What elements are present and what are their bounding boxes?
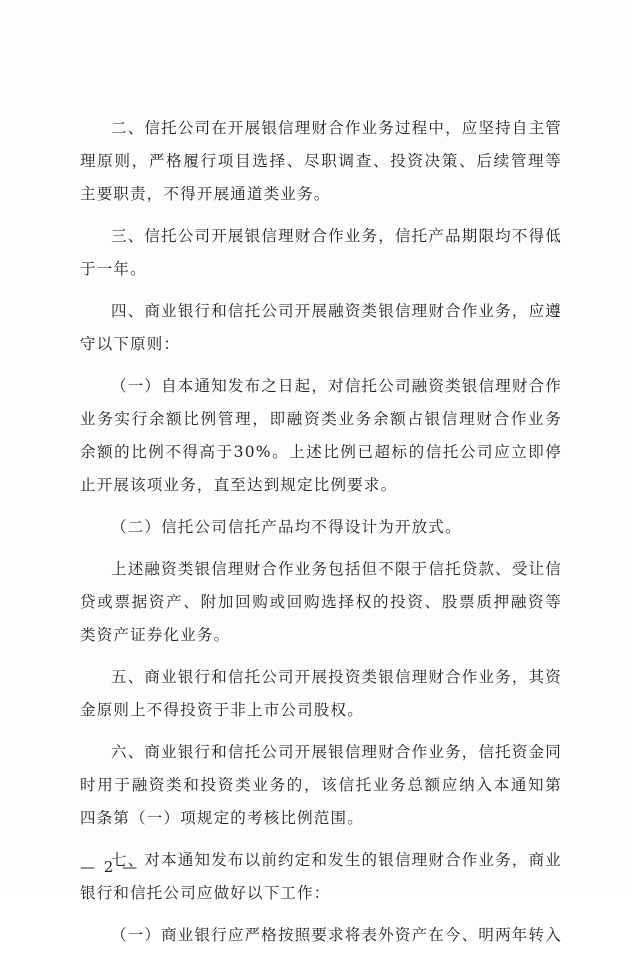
- document-body: [80, 112, 562, 961]
- page-number: — 2 —: [80, 858, 140, 876]
- paragraph-article-6: 六、商业银行和信托公司开展银信理财合作业务，信托资金同时用于融资类和投资类业务的，该信托业务总额应纳入本通知第四条第（一）项规定的考核比例范围。: [80, 743, 562, 827]
- paragraph-financing-scope: 上述融资类银信理财合作业务包括但不限于信托贷款、受让信贷或票据资产、附加回购或回购选择权的投资、股票质押融资等类资产证券化业务。: [80, 560, 562, 644]
- paragraph-article-7: 七、对本通知发布以前约定和发生的银信理财合作业务，商业银行和信托公司应做好以下工作：: [80, 851, 562, 902]
- paragraph-article-5: 五、商业银行和信托公司开展投资类银信理财合作业务，其资金原则上不得投资于非上市公司股权。: [80, 668, 562, 719]
- paragraph-article-4-item-1: （一）自本通知发布之日起，对信托公司融资类银信理财合作业务实行余额比例管理，即融资类业务余额占银信理财合作业务余额的比例不得高于30%。上述比例已超标的信托公司应立即停止开展该项业务，直至达到规定比例要求。: [80, 377, 562, 494]
- paragraph-article-2: 二、信托公司在开展银信理财合作业务过程中，应坚持自主管理原则，严格履行项目选择、尽职调查、投资决策、后续管理等主要职责，不得开展通道类业务。: [80, 119, 562, 203]
- paragraph-article-3: 三、信托公司开展银信理财合作业务，信托产品期限均不得低于一年。: [80, 227, 562, 278]
- paragraph-article-4-item-2: （二）信托公司信托产品均不得设计为开放式。: [111, 518, 462, 536]
- paragraph-article-4: 四、商业银行和信托公司开展融资类银信理财合作业务，应遵守以下原则：: [80, 302, 562, 353]
- paragraph-article-7-item-1: （一）商业银行应严格按照要求将表外资产在今、明两年转入: [111, 926, 562, 944]
